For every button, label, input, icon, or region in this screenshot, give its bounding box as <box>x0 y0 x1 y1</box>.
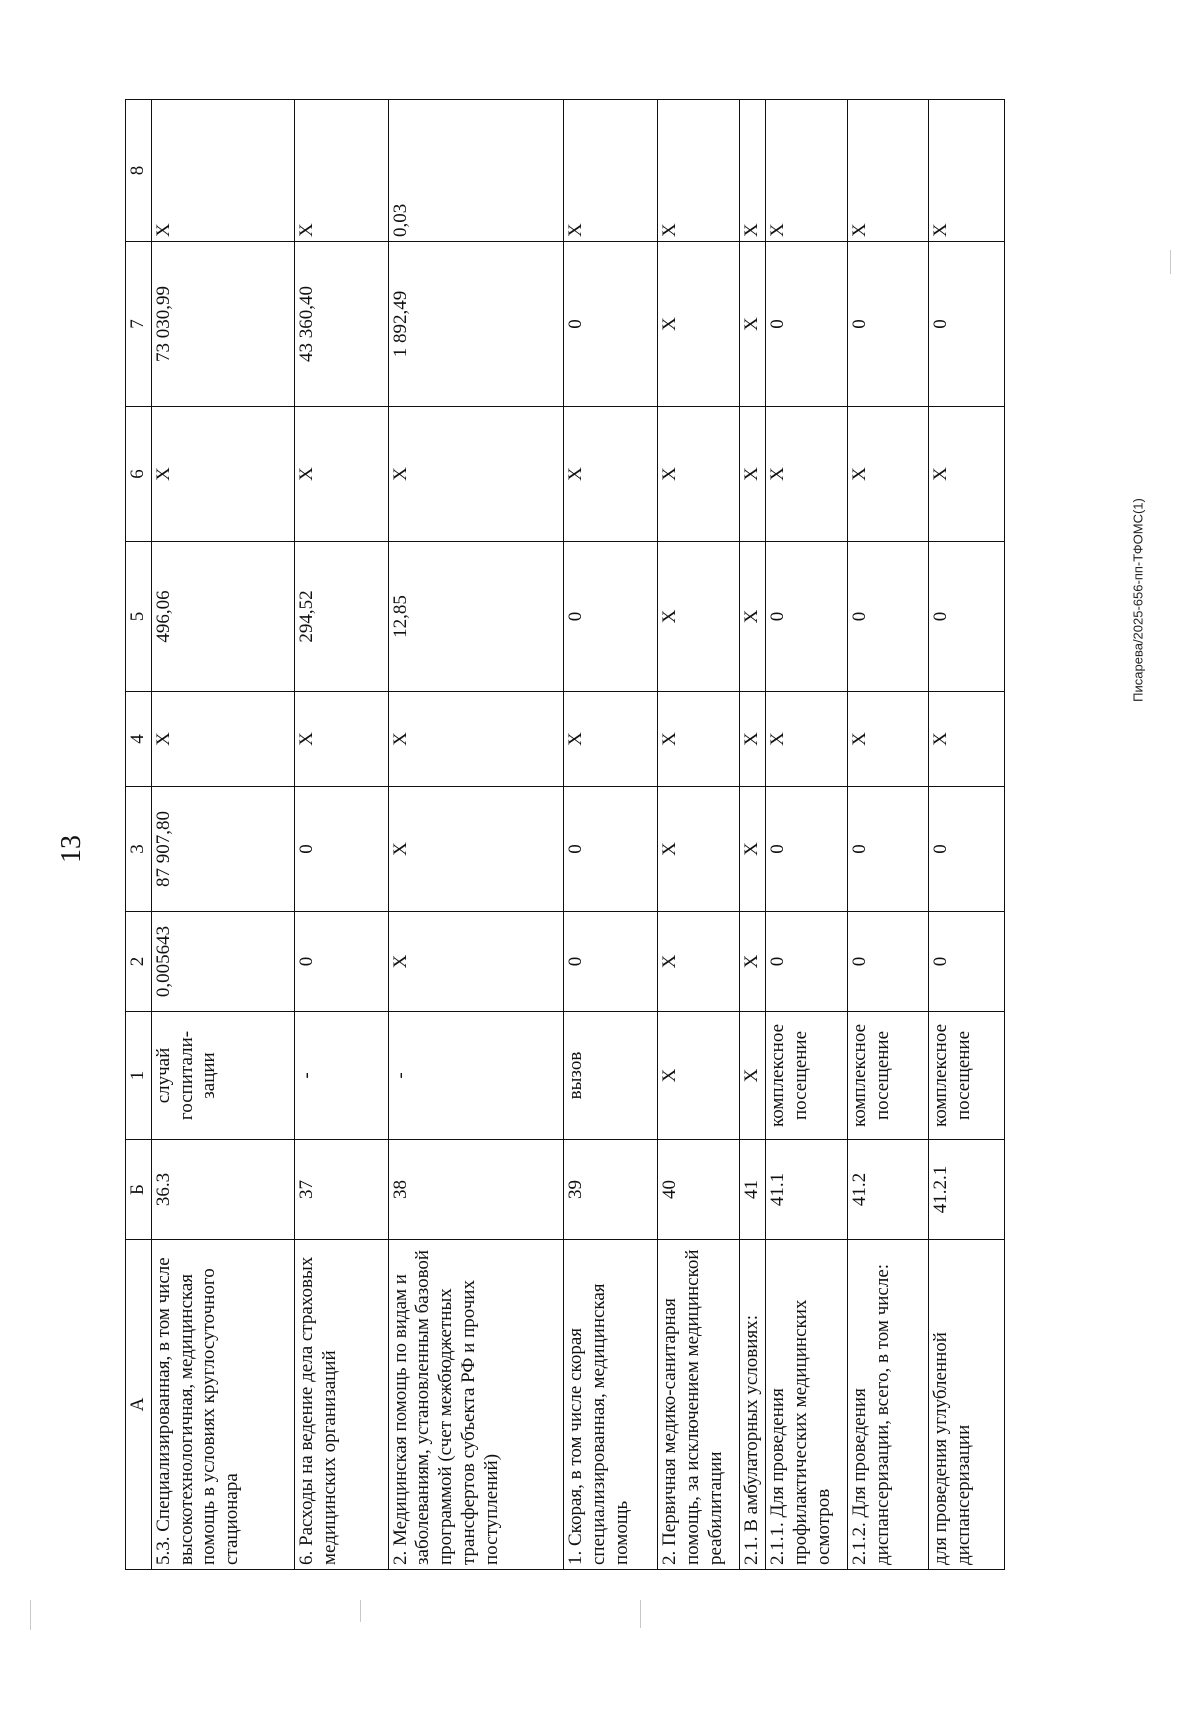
cell-value: Х <box>658 407 740 542</box>
footer-text: Писарева/2025-656-пп-ТФОМС(1) <box>1130 498 1146 702</box>
cell-value: 73 030,99 <box>151 242 294 407</box>
cell-value: Х <box>294 692 388 787</box>
header-cell: 4 <box>126 692 152 787</box>
cell-value: Х <box>564 100 658 242</box>
cell-value: 0,005643 <box>151 912 294 1012</box>
cell-value: 294,52 <box>294 542 388 692</box>
cell-value: 0 <box>766 912 848 1012</box>
cell-value: 12,85 <box>388 542 564 692</box>
cell-value: 0 <box>847 912 929 1012</box>
table-row <box>151 100 294 1570</box>
cell-unit: Х <box>739 1012 765 1140</box>
table-row <box>929 100 1005 1570</box>
cell-value: Х <box>739 407 765 542</box>
cell-value: Х <box>766 407 848 542</box>
cell-value: Х <box>929 407 1005 542</box>
cell-value: 87 907,80 <box>151 787 294 912</box>
cell-line-code: 39 <box>564 1140 658 1240</box>
cell-unit: комплексное посещение <box>766 1012 848 1140</box>
cell-value: 0 <box>847 542 929 692</box>
cell-line-code: 41 <box>739 1140 765 1240</box>
table-row <box>739 100 765 1570</box>
table-row <box>658 100 740 1570</box>
table-row <box>388 100 564 1570</box>
cell-value: 0 <box>929 787 1005 912</box>
scan-artifact-line <box>640 1600 641 1628</box>
cell-value: 0 <box>847 787 929 912</box>
cell-value: 0 <box>564 912 658 1012</box>
cell-value: Х <box>658 912 740 1012</box>
cell-value: Х <box>739 542 765 692</box>
table-wrapper <box>125 100 1005 1570</box>
cell-line-code: 40 <box>658 1140 740 1240</box>
cell-value: 0 <box>564 787 658 912</box>
footer-document-id <box>1126 250 1150 950</box>
page-number: 13 <box>56 835 87 863</box>
cell-unit: Х <box>658 1012 740 1140</box>
cell-name: 6. Расходы на ведение дела страховых медицинских организаций <box>294 1240 388 1570</box>
cell-value: 0 <box>929 542 1005 692</box>
cell-value: Х <box>658 242 740 407</box>
cell-unit: комплексное посещение <box>847 1012 929 1140</box>
table-row <box>847 100 929 1570</box>
cell-unit: вызов <box>564 1012 658 1140</box>
cell-value: Х <box>151 692 294 787</box>
cell-value: Х <box>294 407 388 542</box>
cell-value: Х <box>151 100 294 242</box>
cell-value: Х <box>388 787 564 912</box>
cell-value: 43 360,40 <box>294 242 388 407</box>
cell-line-code: 41.2 <box>847 1140 929 1240</box>
header-cell: 6 <box>126 407 152 542</box>
cell-line-code: 38 <box>388 1140 564 1240</box>
table-row <box>766 100 848 1570</box>
header-cell: 1 <box>126 1012 152 1140</box>
cell-line-code: 41.1 <box>766 1140 848 1240</box>
cell-value: Х <box>388 407 564 542</box>
cell-value: 0 <box>766 242 848 407</box>
cell-value: Х <box>847 100 929 242</box>
cell-value: Х <box>658 542 740 692</box>
cell-value: 0 <box>766 542 848 692</box>
header-cell: 7 <box>126 242 152 407</box>
cell-value: Х <box>151 407 294 542</box>
cell-name: 5.3. Специализированная, в том числе высокотехнологичная, медицинская помощь в условиях круглосуточного стационара <box>151 1240 294 1570</box>
cell-name: 2.1. В амбулаторных условиях: <box>739 1240 765 1570</box>
cell-value: 0 <box>929 912 1005 1012</box>
scan-artifact-line <box>30 1600 31 1630</box>
rotated-table-container <box>125 100 1005 1570</box>
cell-value: Х <box>564 407 658 542</box>
cell-value: Х <box>847 692 929 787</box>
cell-line-code: 37 <box>294 1140 388 1240</box>
cell-value: Х <box>658 787 740 912</box>
cell-value: 496,06 <box>151 542 294 692</box>
cell-value: 0 <box>564 542 658 692</box>
cell-value: Х <box>564 692 658 787</box>
table-row <box>564 100 658 1570</box>
cell-unit: случай госпитали-зации <box>151 1012 294 1140</box>
cell-value: Х <box>766 692 848 787</box>
cell-name: 2.1.1. Для проведения профилактических медицинских осмотров <box>766 1240 848 1570</box>
header-cell: 2 <box>126 912 152 1012</box>
cell-value: Х <box>658 692 740 787</box>
cell-value: 0 <box>294 787 388 912</box>
cell-value: Х <box>388 692 564 787</box>
cell-value: Х <box>929 692 1005 787</box>
cell-value: 0 <box>766 787 848 912</box>
cell-value: 0,03 <box>388 100 564 242</box>
cell-value: Х <box>766 100 848 242</box>
cell-value: Х <box>739 100 765 242</box>
cell-value: Х <box>739 242 765 407</box>
cell-value: 0 <box>847 242 929 407</box>
cell-unit: - <box>388 1012 564 1140</box>
cell-value: 0 <box>294 912 388 1012</box>
cell-name: 2.1.2. Для проведения диспансеризации, всего, в том числе: <box>847 1240 929 1570</box>
scan-artifact-line <box>360 1600 361 1622</box>
header-cell: Б <box>126 1140 152 1240</box>
cell-name: 2. Медицинская помощь по видам и заболеваниям, установленным базовой программой (счет межбюджетных трансфертов субъекта РФ и прочих поступлений) <box>388 1240 564 1570</box>
cell-value: 0 <box>929 242 1005 407</box>
cell-value: 0 <box>564 242 658 407</box>
cell-unit: комплексное посещение <box>929 1012 1005 1140</box>
table-row <box>294 100 388 1570</box>
header-cell: А <box>126 1240 152 1570</box>
cell-name: 2. Первичная медико-санитарная помощь, за исключением медицинской реабилитации <box>658 1240 740 1570</box>
cell-value: Х <box>294 100 388 242</box>
cell-line-code: 41.2.1 <box>929 1140 1005 1240</box>
cell-value: Х <box>847 407 929 542</box>
cell-value: Х <box>388 912 564 1012</box>
cell-value: Х <box>739 692 765 787</box>
header-cell: 8 <box>126 100 152 242</box>
cost-table <box>125 99 1005 1570</box>
cell-value: Х <box>658 100 740 242</box>
header-cell: 5 <box>126 542 152 692</box>
cell-name: для проведения углубленной диспансеризации <box>929 1240 1005 1570</box>
table-header-row <box>126 100 152 1570</box>
header-cell: 3 <box>126 787 152 912</box>
cell-line-code: 36.3 <box>151 1140 294 1240</box>
cell-value: 1 892,49 <box>388 242 564 407</box>
cell-value: Х <box>929 100 1005 242</box>
cell-name: 1. Скорая, в том числе скорая специализированная, медицинская помощь <box>564 1240 658 1570</box>
scan-artifact-line <box>1170 250 1171 274</box>
cell-unit: - <box>294 1012 388 1140</box>
cell-value: Х <box>739 787 765 912</box>
cell-value: Х <box>739 912 765 1012</box>
